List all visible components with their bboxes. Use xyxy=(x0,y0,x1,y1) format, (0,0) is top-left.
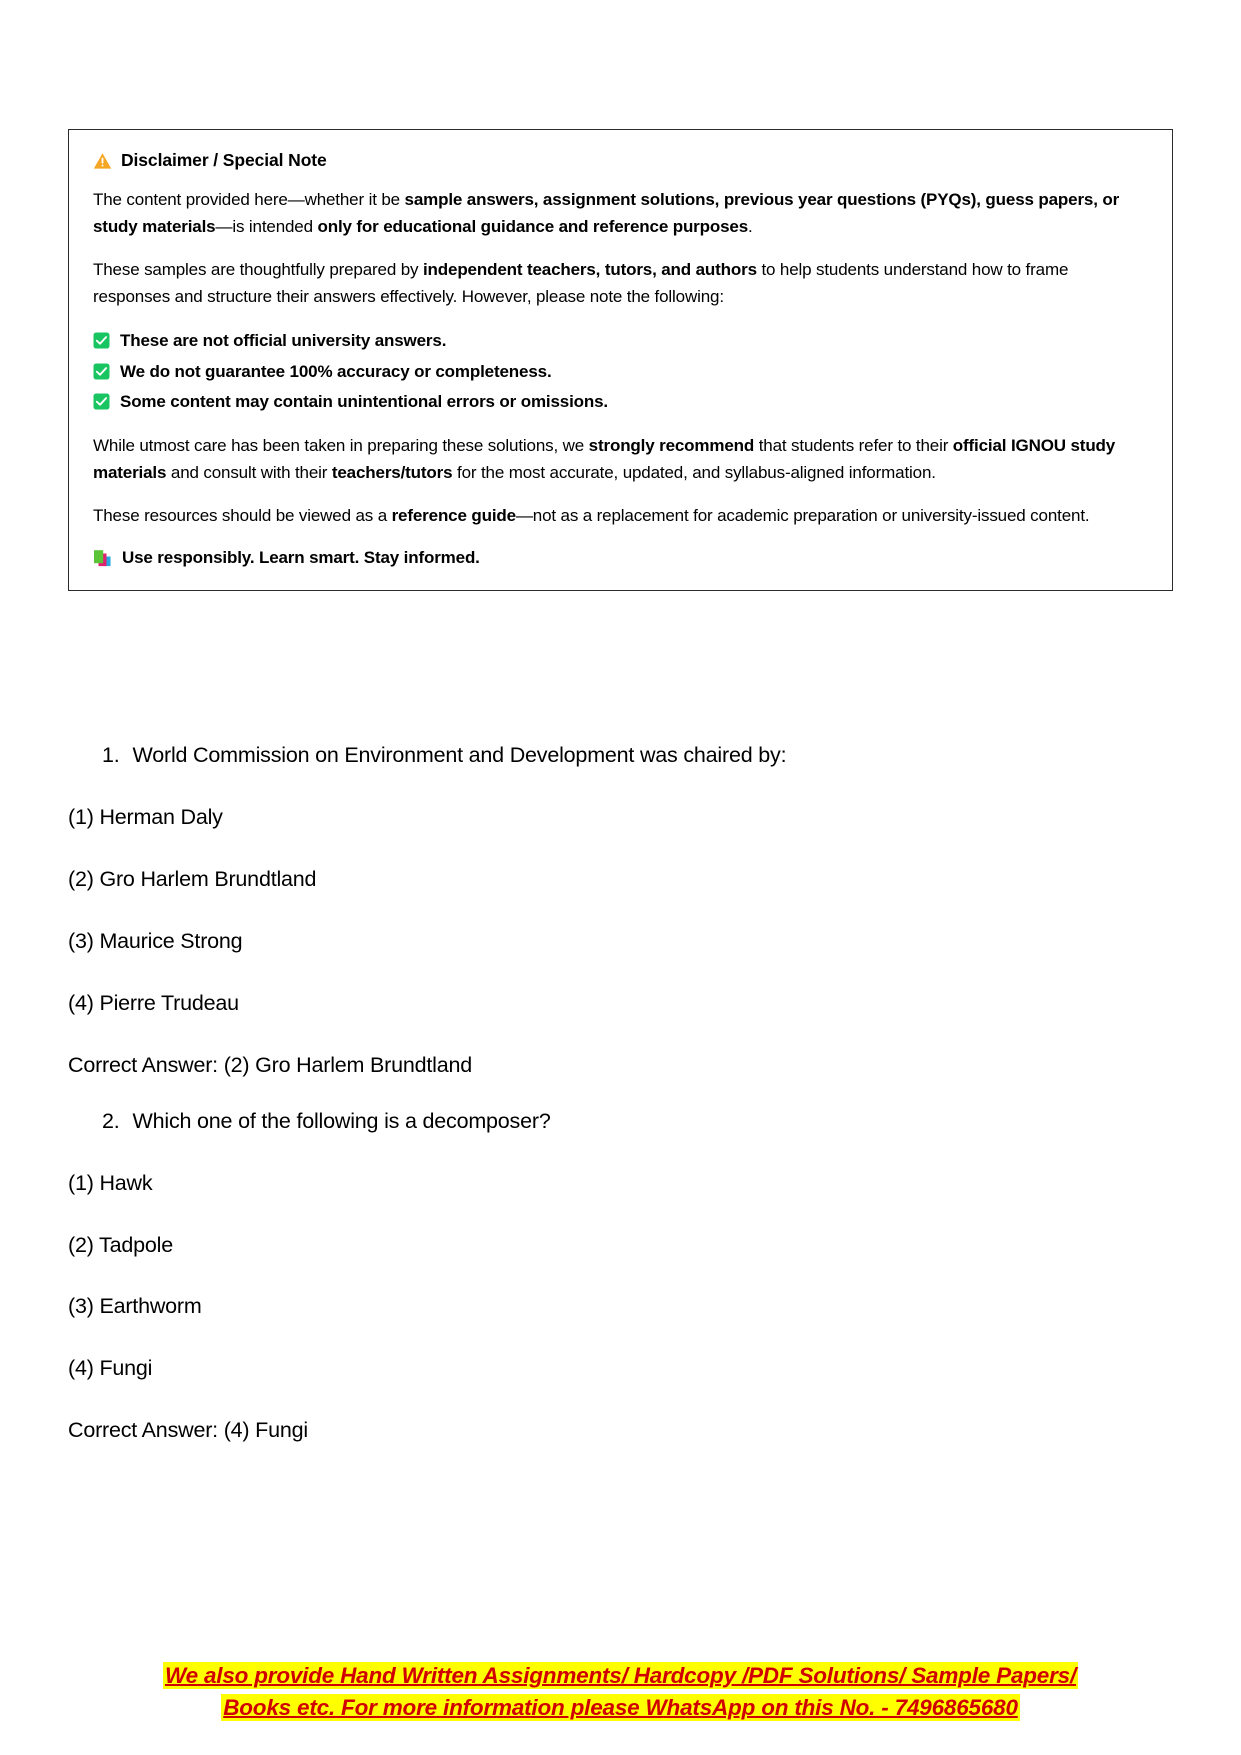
body-text: that students refer to their xyxy=(754,436,953,456)
disclaimer-final-note-text: Use responsibly. Learn smart. Stay informed. xyxy=(122,547,480,567)
question-number: 2. xyxy=(102,1108,120,1133)
emphasis-text: official IGNOU study materials xyxy=(93,436,1116,483)
question-option: (3) Maurice Strong xyxy=(68,928,243,953)
question-number: 1. xyxy=(102,743,120,767)
checklist-item xyxy=(93,326,1148,356)
correct-answer: Correct Answer: (4) Fungi xyxy=(68,1418,308,1443)
body-text: —not as a replacement for academic preparation or university-issued content. xyxy=(515,505,1090,525)
question-option: (2) Gro Harlem Brundtland xyxy=(68,866,317,891)
checklist-item xyxy=(93,387,1148,417)
checklist-item xyxy=(93,357,1148,387)
disclaimer-title-text: Disclaimer / Special Note xyxy=(121,150,327,170)
emphasis-text: reference guide xyxy=(391,505,516,525)
question-text: World Commission on Environment and Development was chaired by: xyxy=(132,743,787,767)
disclaimer-checklist xyxy=(93,326,1148,417)
disclaimer-final-note-row xyxy=(93,548,1148,568)
disclaimer-paragraph-2 xyxy=(93,257,1148,311)
question-heading xyxy=(68,742,1173,770)
green-check-box-icon xyxy=(93,332,110,349)
emphasis-text: strongly recommend xyxy=(588,436,755,456)
body-text: While utmost care has been taken in preparing these solutions, we xyxy=(93,436,589,456)
question-option: (1) Herman Daly xyxy=(68,804,223,829)
body-text: The content provided here—whether it be xyxy=(93,190,405,209)
correct-answer: Correct Answer: (2) Gro Harlem Brundtland xyxy=(68,1052,473,1077)
question-heading xyxy=(68,1108,1173,1136)
question-option: (4) Fungi xyxy=(68,1356,153,1381)
disclaimer-paragraph-3 xyxy=(93,433,1148,487)
emphasis-text: sample answers, assignment solutions, previous year questions (PYQs), guess papers, or study materials xyxy=(93,190,1120,236)
question-option: (1) Hawk xyxy=(68,1170,153,1195)
emphasis-text: independent teachers, tutors, and authors xyxy=(422,259,757,279)
body-text: . xyxy=(748,216,753,236)
promo-footer-line-2: Books etc. For more information please WhatsApp on this No. - 7496865680 xyxy=(223,1694,1018,1720)
green-check-box-icon xyxy=(93,363,110,380)
warning-triangle-icon xyxy=(93,152,112,170)
body-text: and consult with their xyxy=(166,463,332,483)
disclaimer-paragraph-1 xyxy=(93,187,1148,241)
disclaimer-title-row xyxy=(93,150,1148,171)
checklist-item-label: These are not official university answers. xyxy=(120,331,447,351)
question-option: (2) Tadpole xyxy=(68,1232,173,1257)
question-text: Which one of the following is a decomposer? xyxy=(132,1108,551,1133)
body-text: These resources should be viewed as a xyxy=(93,505,392,525)
promo-footer-line-1: We also provide Hand Written Assignments/ Hardcopy /PDF Solutions/ Sample Papers/ xyxy=(164,1663,1077,1688)
promo-footer-banner xyxy=(0,1660,1241,1724)
body-text: to help students understand how to frame responses and structure their answers effectively. However, please note the following: xyxy=(93,259,1069,306)
books-icon xyxy=(93,549,113,567)
green-check-box-icon xyxy=(93,393,110,410)
disclaimer-paragraph-4 xyxy=(93,503,1148,530)
question-option: (3) Earthworm xyxy=(68,1294,202,1319)
body-text: for the most accurate, updated, and syllabus-aligned information. xyxy=(452,463,936,483)
body-text: These samples are thoughtfully prepared by xyxy=(93,259,423,279)
checklist-item-label: We do not guarantee 100% accuracy or completeness. xyxy=(120,361,552,381)
body-text: —is intended xyxy=(215,216,318,236)
checklist-item-label: Some content may contain unintentional errors or omissions. xyxy=(120,391,609,411)
emphasis-text: only for educational guidance and reference purposes xyxy=(317,216,749,236)
disclaimer-box xyxy=(68,129,1173,591)
question-option: (4) Pierre Trudeau xyxy=(68,990,239,1015)
emphasis-text: teachers/tutors xyxy=(331,463,453,483)
questions-area xyxy=(68,742,1173,1473)
